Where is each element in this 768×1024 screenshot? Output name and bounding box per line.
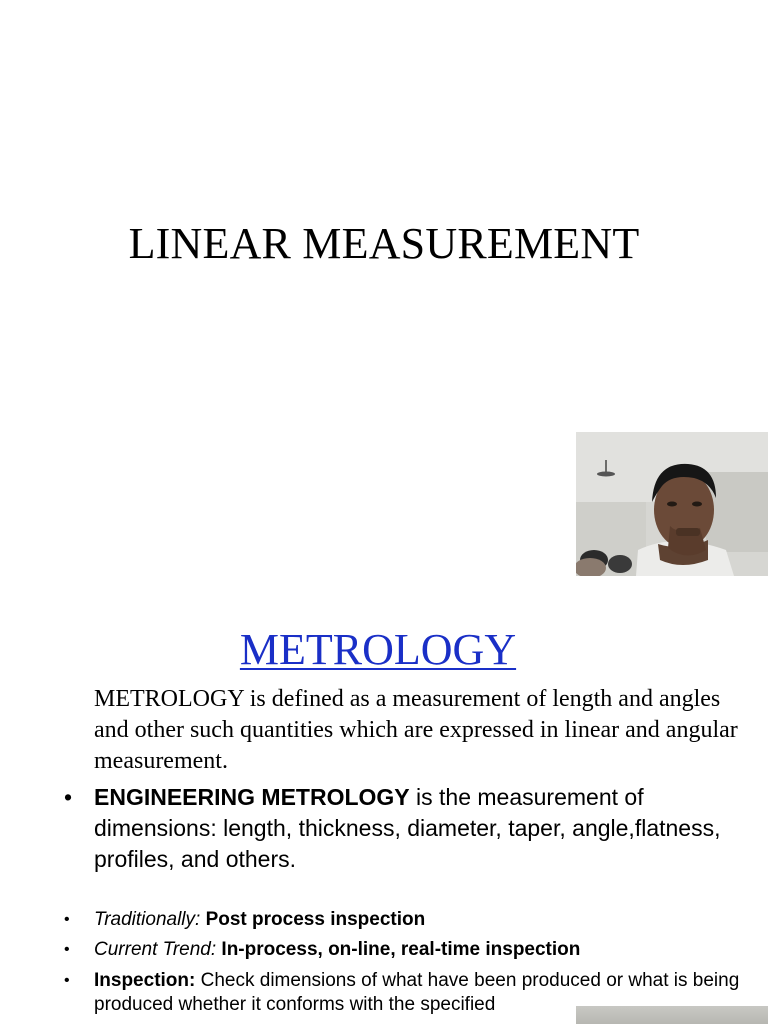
bullet-body: is the measurement of dimensions: length, thickness, diameter, taper, angle,flatness, profiles, and others. xyxy=(94,784,721,872)
slide-title: LINEAR MEASUREMENT xyxy=(128,219,640,268)
bullet-lead: Current Trend: xyxy=(94,939,217,960)
bullet-rest: Check dimensions of what have been produced or what is being produced whether it conforms with the specified xyxy=(94,970,740,1015)
bullet-traditionally xyxy=(64,908,754,932)
webcam-thumbnail xyxy=(576,432,768,576)
webcam-person-icon xyxy=(576,432,768,576)
bullet-rest: Post process inspection xyxy=(200,909,426,930)
bullet-marker: • xyxy=(64,911,70,928)
bullet-term: ENGINEERING METROLOGY xyxy=(94,784,410,810)
bullet-lead: Inspection: xyxy=(94,970,196,991)
bullet-text xyxy=(94,908,754,932)
bullet-current-trend xyxy=(64,938,754,962)
definition-paragraph: METROLOGY is defined as a measurement of length and angles and other such quantities which are expressed in linear and angular measurement. xyxy=(94,686,738,774)
bullet-marker: • xyxy=(64,972,70,989)
webcam-thumbnail-edge xyxy=(576,1006,768,1024)
slide-2 xyxy=(0,576,768,1024)
bullet-rest: In-process, on-line, real-time inspection xyxy=(216,939,581,960)
bullet-marker: • xyxy=(64,784,73,810)
slide-heading: METROLOGY xyxy=(239,625,517,674)
bullet-lead: Traditionally: xyxy=(94,909,201,930)
bullet-marker: • xyxy=(64,941,70,958)
bullet-engineering-metrology xyxy=(64,782,724,875)
bullet-text xyxy=(94,938,754,962)
bullet-text xyxy=(94,782,724,875)
